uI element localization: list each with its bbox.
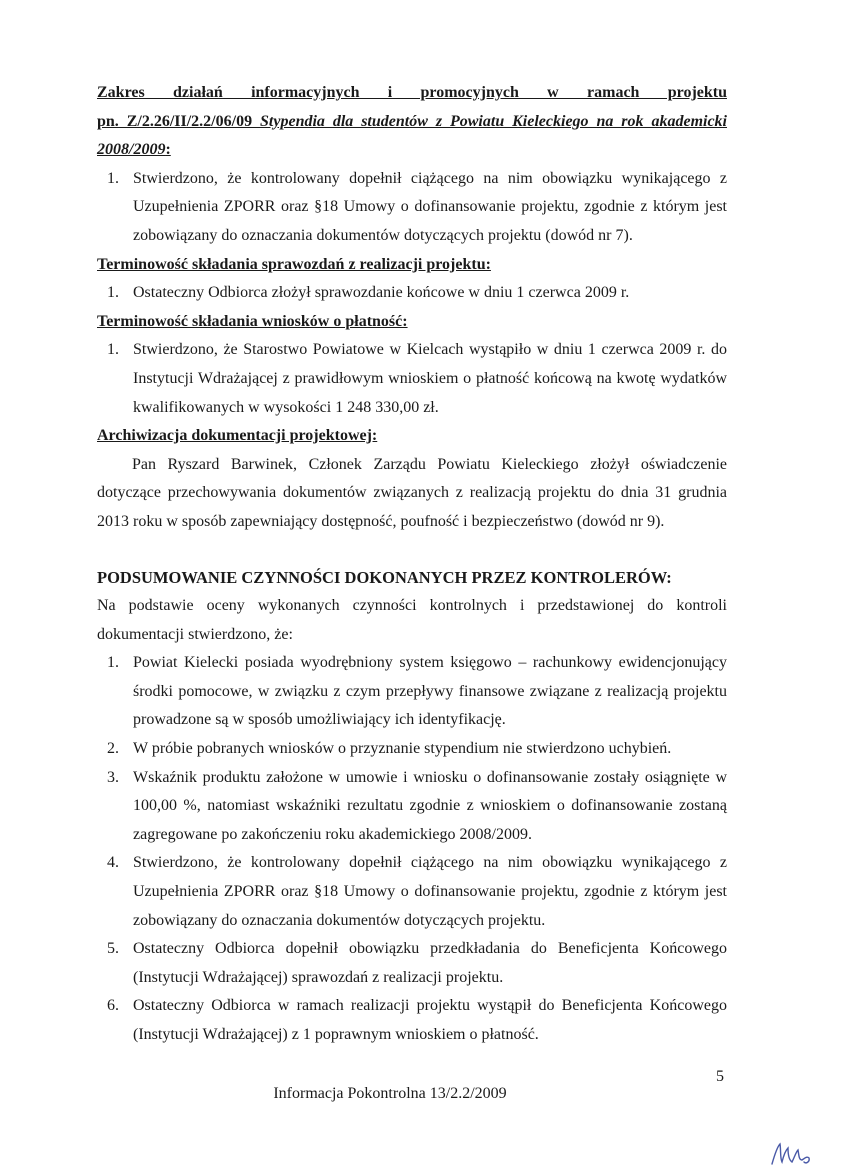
page-number: 5 xyxy=(716,1068,724,1085)
section-heading-promotion: Zakres działań informacyjnych i promocyjnych w ramach projektu xyxy=(97,84,727,101)
reports-list xyxy=(97,279,727,308)
list-number: 2. xyxy=(107,740,119,758)
list-item xyxy=(97,992,727,1049)
list-number: 1. xyxy=(107,341,119,359)
list-number: 1. xyxy=(107,284,119,302)
list-item xyxy=(97,764,727,850)
document-body xyxy=(97,79,727,1050)
project-number: pn. Z/2.26/II/2.2/06/09 xyxy=(97,112,261,130)
page-footer: Informacja Pokontrolna 13/2.2/2009 xyxy=(273,1085,507,1102)
list-item xyxy=(97,735,727,764)
list-number: 5. xyxy=(107,940,119,958)
summary-list xyxy=(97,649,727,1049)
list-text: Ostateczny Odbiorca w ramach realizacji projektu wystąpił do Beneficjenta Końcowego (Instytucji Wdrażającej) z 1 poprawnym wnioskiem o płatność. xyxy=(133,997,727,1043)
section-heading-payments: Terminowość składania wniosków o płatność: xyxy=(97,312,408,330)
list-text: Powiat Kielecki posiada wyodrębniony system księgowo – rachunkowy ewidencjonujący środki pomocowe, w związku z czym przepływy finansowe związane z realizacją projektu prowadzone są w sposób umożliwiający ich identyfikację. xyxy=(133,654,727,729)
list-text: Ostateczny Odbiorca złożył sprawozdanie końcowe w dniu 1 czerwca 2009 r. xyxy=(133,284,630,302)
list-text: W próbie pobranych wniosków o przyznanie stypendium nie stwierdzono uchybień. xyxy=(133,740,672,758)
section-heading-year xyxy=(97,136,727,165)
academic-year: 2008/2009 xyxy=(97,141,166,159)
list-text: Wskaźnik produktu założone w umowie i wniosku o dofinansowanie zostały osiągnięte w 100,00 %, natomiast wskaźniki rezultatu zgodnie z wnioskiem o dofinansowanie zostaną zagregowane po zakończeniu roku akademickiego 2008/2009. xyxy=(133,768,727,843)
list-item xyxy=(97,165,727,251)
section-heading-project-name xyxy=(97,108,727,137)
section-heading-reports: Terminowość składania sprawozdań z realizacji projektu: xyxy=(97,255,491,273)
list-item xyxy=(97,649,727,735)
summary-intro: Na podstawie oceny wykonanych czynności kontrolnych i przedstawionej do kontroli dokumentacji stwierdzono, że: xyxy=(97,597,727,643)
summary-title: PODSUMOWANIE CZYNNOŚCI DOKONANYCH PRZEZ KONTROLERÓW: xyxy=(97,567,672,587)
list-text: Stwierdzono, że kontrolowany dopełnił ciążącego na nim obowiązku wynikającego z Uzupełnienia ZPORR oraz §18 Umowy o dofinansowanie projektu, zgodnie z którym jest zobowiązany do oznaczania dokumentów dotyczących projektu. xyxy=(133,854,727,929)
heading-colon: : xyxy=(165,141,171,159)
project-title: Stypendia dla studentów z Powiatu Kieleckiego na rok akademicki xyxy=(260,112,728,130)
archive-paragraph: Pan Ryszard Barwinek, Członek Zarządu Powiatu Kieleckiego złożył oświadczenie dotyczące przechowywania dokumentów związanych z realizacją projektu do dnia 31 grudnia 2013 roku w sposób zapewniający dostępność, poufność i bezpieczeństwo (dowód nr 9). xyxy=(97,455,727,530)
list-item xyxy=(97,279,727,308)
list-number: 3. xyxy=(107,768,119,786)
payments-list xyxy=(97,336,727,422)
list-number: 1. xyxy=(107,169,119,187)
section-heading-archive: Archiwizacja dokumentacji projektowej: xyxy=(97,427,378,445)
list-text: Ostateczny Odbiorca dopełnił obowiązku przedkładania do Beneficjenta Końcowego (Instytucji Wdrażającej) sprawozdań z realizacji projektu. xyxy=(133,940,727,986)
list-item xyxy=(97,849,727,935)
list-item xyxy=(97,935,727,992)
list-text: Stwierdzono, że Starostwo Powiatowe w Kielcach wystąpiło w dniu 1 czerwca 2009 r. do Instytucji Wdrażającej z prawidłowym wnioskiem o płatność końcową na kwotę wydatków kwalifikowanych w wysokości 1 248 330,00 zł. xyxy=(133,341,727,416)
list-number: 4. xyxy=(107,854,119,872)
list-text: Stwierdzono, że kontrolowany dopełnił ciążącego na nim obowiązku wynikającego z Uzupełnienia ZPORR oraz §18 Umowy o dofinansowanie projektu, zgodnie z którym jest zobowiązany do oznaczania dokumentów dotyczących projektu (dowód nr 7). xyxy=(133,169,727,244)
signature-initials xyxy=(768,1140,816,1168)
list-number: 6. xyxy=(107,997,119,1015)
list-item xyxy=(97,336,727,422)
promotion-list xyxy=(97,165,727,251)
list-number: 1. xyxy=(107,654,119,672)
